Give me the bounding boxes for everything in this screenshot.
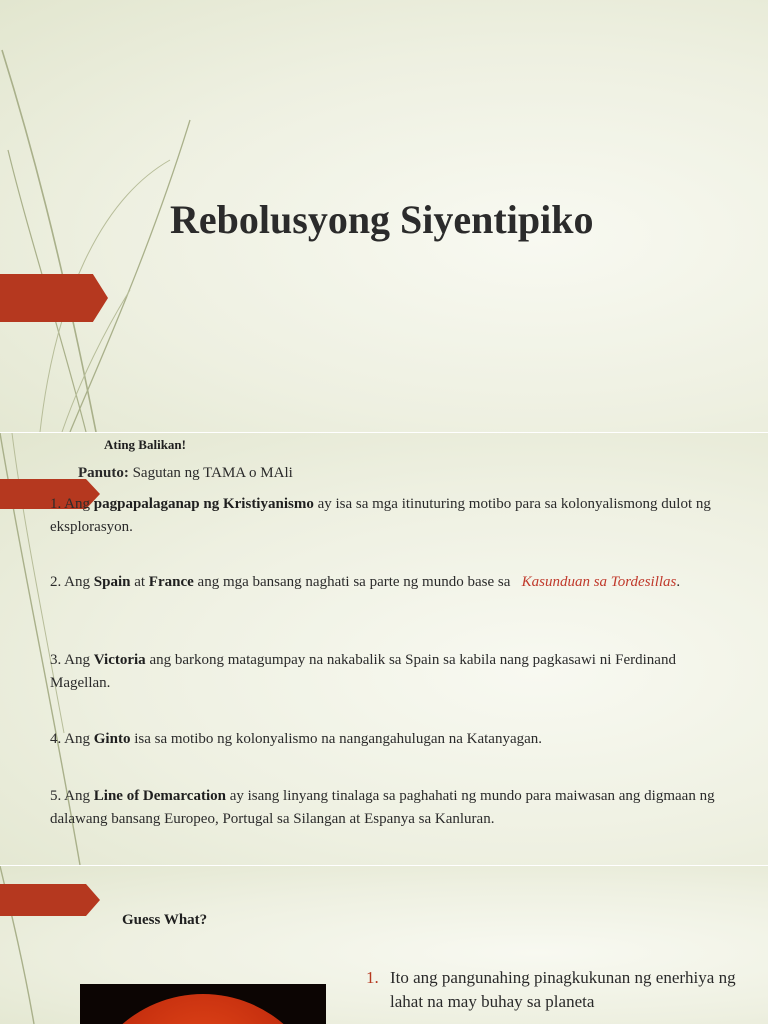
list-item: 2. Ang Spain at France ang mga bansang naghati sa parte ng mundo base sa Kasunduan sa Tordesillas. [50, 574, 681, 590]
sun-image [80, 984, 326, 1024]
accent-tab [0, 884, 100, 916]
list-item: 5. Ang Line of Demarcation ay isang linyang tinalaga sa paghahati ng mundo para maiwasan ang digmaan ng dalawang bansang Europeo, Portugal sa Silangan at Espanya sa Kanluran. [50, 788, 715, 827]
question-number: 1. [366, 968, 379, 987]
slide-title: Rebolusyong Siyentipiko [170, 197, 594, 242]
section-heading: Ating Balikan! [104, 437, 186, 452]
sun-disc [80, 994, 326, 1024]
review-slide [0, 433, 768, 865]
instruction-text: Sagutan ng TAMA o MAli [128, 465, 293, 481]
instruction-label: Panuto: [78, 465, 129, 481]
section-heading: Guess What? [122, 912, 208, 928]
instruction [78, 465, 293, 482]
list-item: 4. Ang Ginto isa sa motibo ng kolonyalismo na nangangahulugan na Katanyagan. [50, 731, 543, 747]
title-slide [0, 0, 768, 432]
guess-slide [0, 866, 768, 1024]
list-item: 1. Ang pagpapalaganap ng Kristiyanismo ay isa sa mga itinuturing motibo para sa kolonyalismong dulot ng eksplorasyon. [50, 496, 711, 535]
question-text: Ito ang pangunahing pinagkukunan ng enerhiya ng lahat na may buhay sa planeta [390, 968, 736, 1011]
list-item: 3. Ang Victoria ang barkong matagumpay na nakabalik sa Spain sa kabila nang pagkasawi ni Ferdinand Magellan. [50, 652, 676, 691]
highlighted-term: Kasunduan sa Tordesillas [521, 574, 677, 590]
accent-tab [0, 274, 108, 322]
